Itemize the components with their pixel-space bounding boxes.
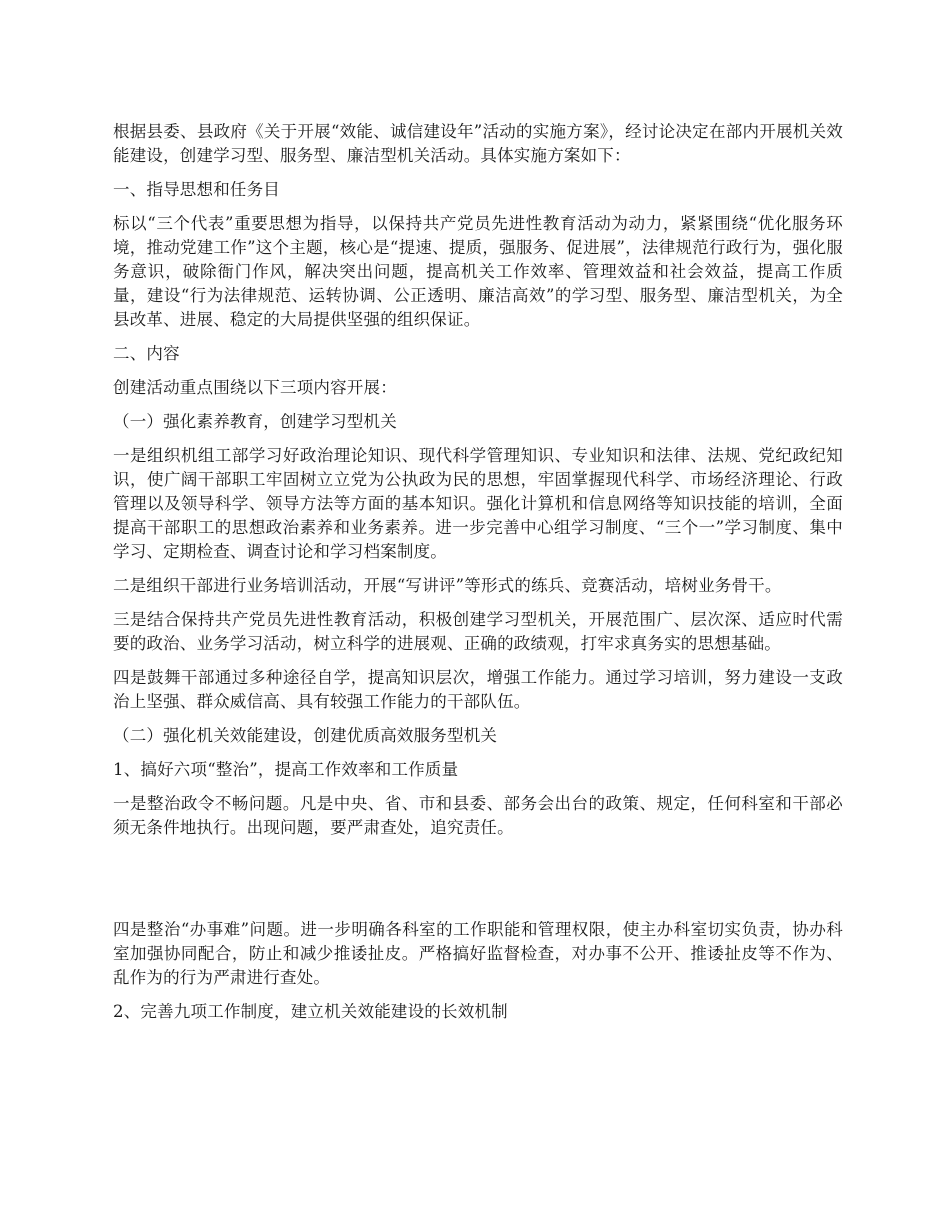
section-heading-2: 二、内容 — [113, 344, 180, 363]
numbered-heading-1: 1、搞好六项“整治”，提高工作效率和工作质量 — [113, 760, 459, 779]
rectify-service-paragraph: 四是整治“办事难”问题。进一步明确各科室的工作职能和管理权限，使主办科室切实负责，协办科室加强协同配合，防止和减少推诿扯皮。严格搞好监督检查，对办事不公开、推诿扯皮等不作为、乱作为的行为严肃进行查处。 — [113, 920, 843, 987]
intro-paragraph: 根据县委、县政府《关于开展“效能、诚信建设年”活动的实施方案》，经讨论决定在部内开展机关效能建设，创建学习型、服务型、廉洁型机关活动。具体实施方案如下： — [113, 122, 843, 165]
item-one-paragraph: 一是组织机组工部学习好政治理论知识、现代科学管理知识、专业知识和法律、法规、党纪政纪知识，使广阔干部职工牢固树立立党为公执政为民的思想，牢固掌握现代科学、市场经济理论、行政管理以及领导科学、领导方法等方面的基本知识。强化计算机和信息网络等知识技能的培训，全面提高干部职工的思想政治素养和业务素养。进一步完善中心组学习制度、“三个一”学习制度、集中学习、定期检查、调查讨论和学习档案制度。 — [113, 446, 843, 561]
spacer — [113, 598, 843, 608]
spacer — [113, 748, 843, 758]
numbered-heading-2: 2、完善九项工作制度，建立机关效能建设的长效机制 — [113, 1002, 508, 1021]
spacer — [113, 656, 843, 666]
spacer — [113, 990, 843, 1000]
content-intro-paragraph: 创建活动重点围绕以下三项内容开展： — [113, 378, 397, 397]
item-three-paragraph: 三是结合保持共产党员先进性教育活动，积极创建学习型机关，开展范围广、层次深、适应时代需要的政治、业务学习活动，树立科学的进展观、正确的政绩观，打牢求真务实的思想基础。 — [113, 610, 843, 653]
rectify-orders-paragraph: 一是整治政令不畅问题。凡是中央、省、市和县委、部务会出台的政策、规定，任何科室和干部必须无条件地执行。出现问题，要严肃查处，追究责任。 — [113, 794, 843, 837]
guiding-principles-paragraph: 标以“三个代表”重要思想为指导，以保持共产党员先进性教育活动为动力，紧紧围绕“优化服务环境，推动党建工作”这个主题，核心是“提速、提质，强服务、促进展”，法律规范行政行为，强化服务意识，破除衙门作风，解决突出问题，提高机关工作效率、管理效益和社会效益，提高工作质量，建设“行为法律规范、运转协调、公正透明、廉洁高效”的学习型、服务型、廉洁型机关，为全县改革、进展、稳定的大局提供坚强的组织保证。 — [113, 214, 843, 329]
spacer — [113, 366, 843, 376]
spacer — [113, 332, 843, 342]
spacer — [113, 782, 843, 792]
spacer — [113, 840, 843, 918]
spacer — [113, 714, 843, 724]
spacer — [113, 434, 843, 444]
spacer — [113, 400, 843, 410]
spacer — [113, 564, 843, 574]
subsection-heading-2: （二）强化机关效能建设，创建优质高效服务型机关 — [113, 726, 498, 745]
document-page — [113, 120, 843, 1024]
subsection-heading-1: （一）强化素养教育，创建学习型机关 — [113, 412, 397, 431]
section-heading-1: 一、指导思想和任务目 — [113, 180, 280, 199]
item-four-paragraph: 四是鼓舞干部通过多种途径自学，提高知识层次，增强工作能力。通过学习培训，努力建设一支政治上坚强、群众威信高、具有较强工作能力的干部队伍。 — [113, 668, 843, 711]
spacer — [113, 168, 843, 178]
item-two-paragraph: 二是组织干部进行业务培训活动，开展“写讲评”等形式的练兵、竞赛活动，培树业务骨干。 — [113, 576, 782, 595]
spacer — [113, 202, 843, 212]
